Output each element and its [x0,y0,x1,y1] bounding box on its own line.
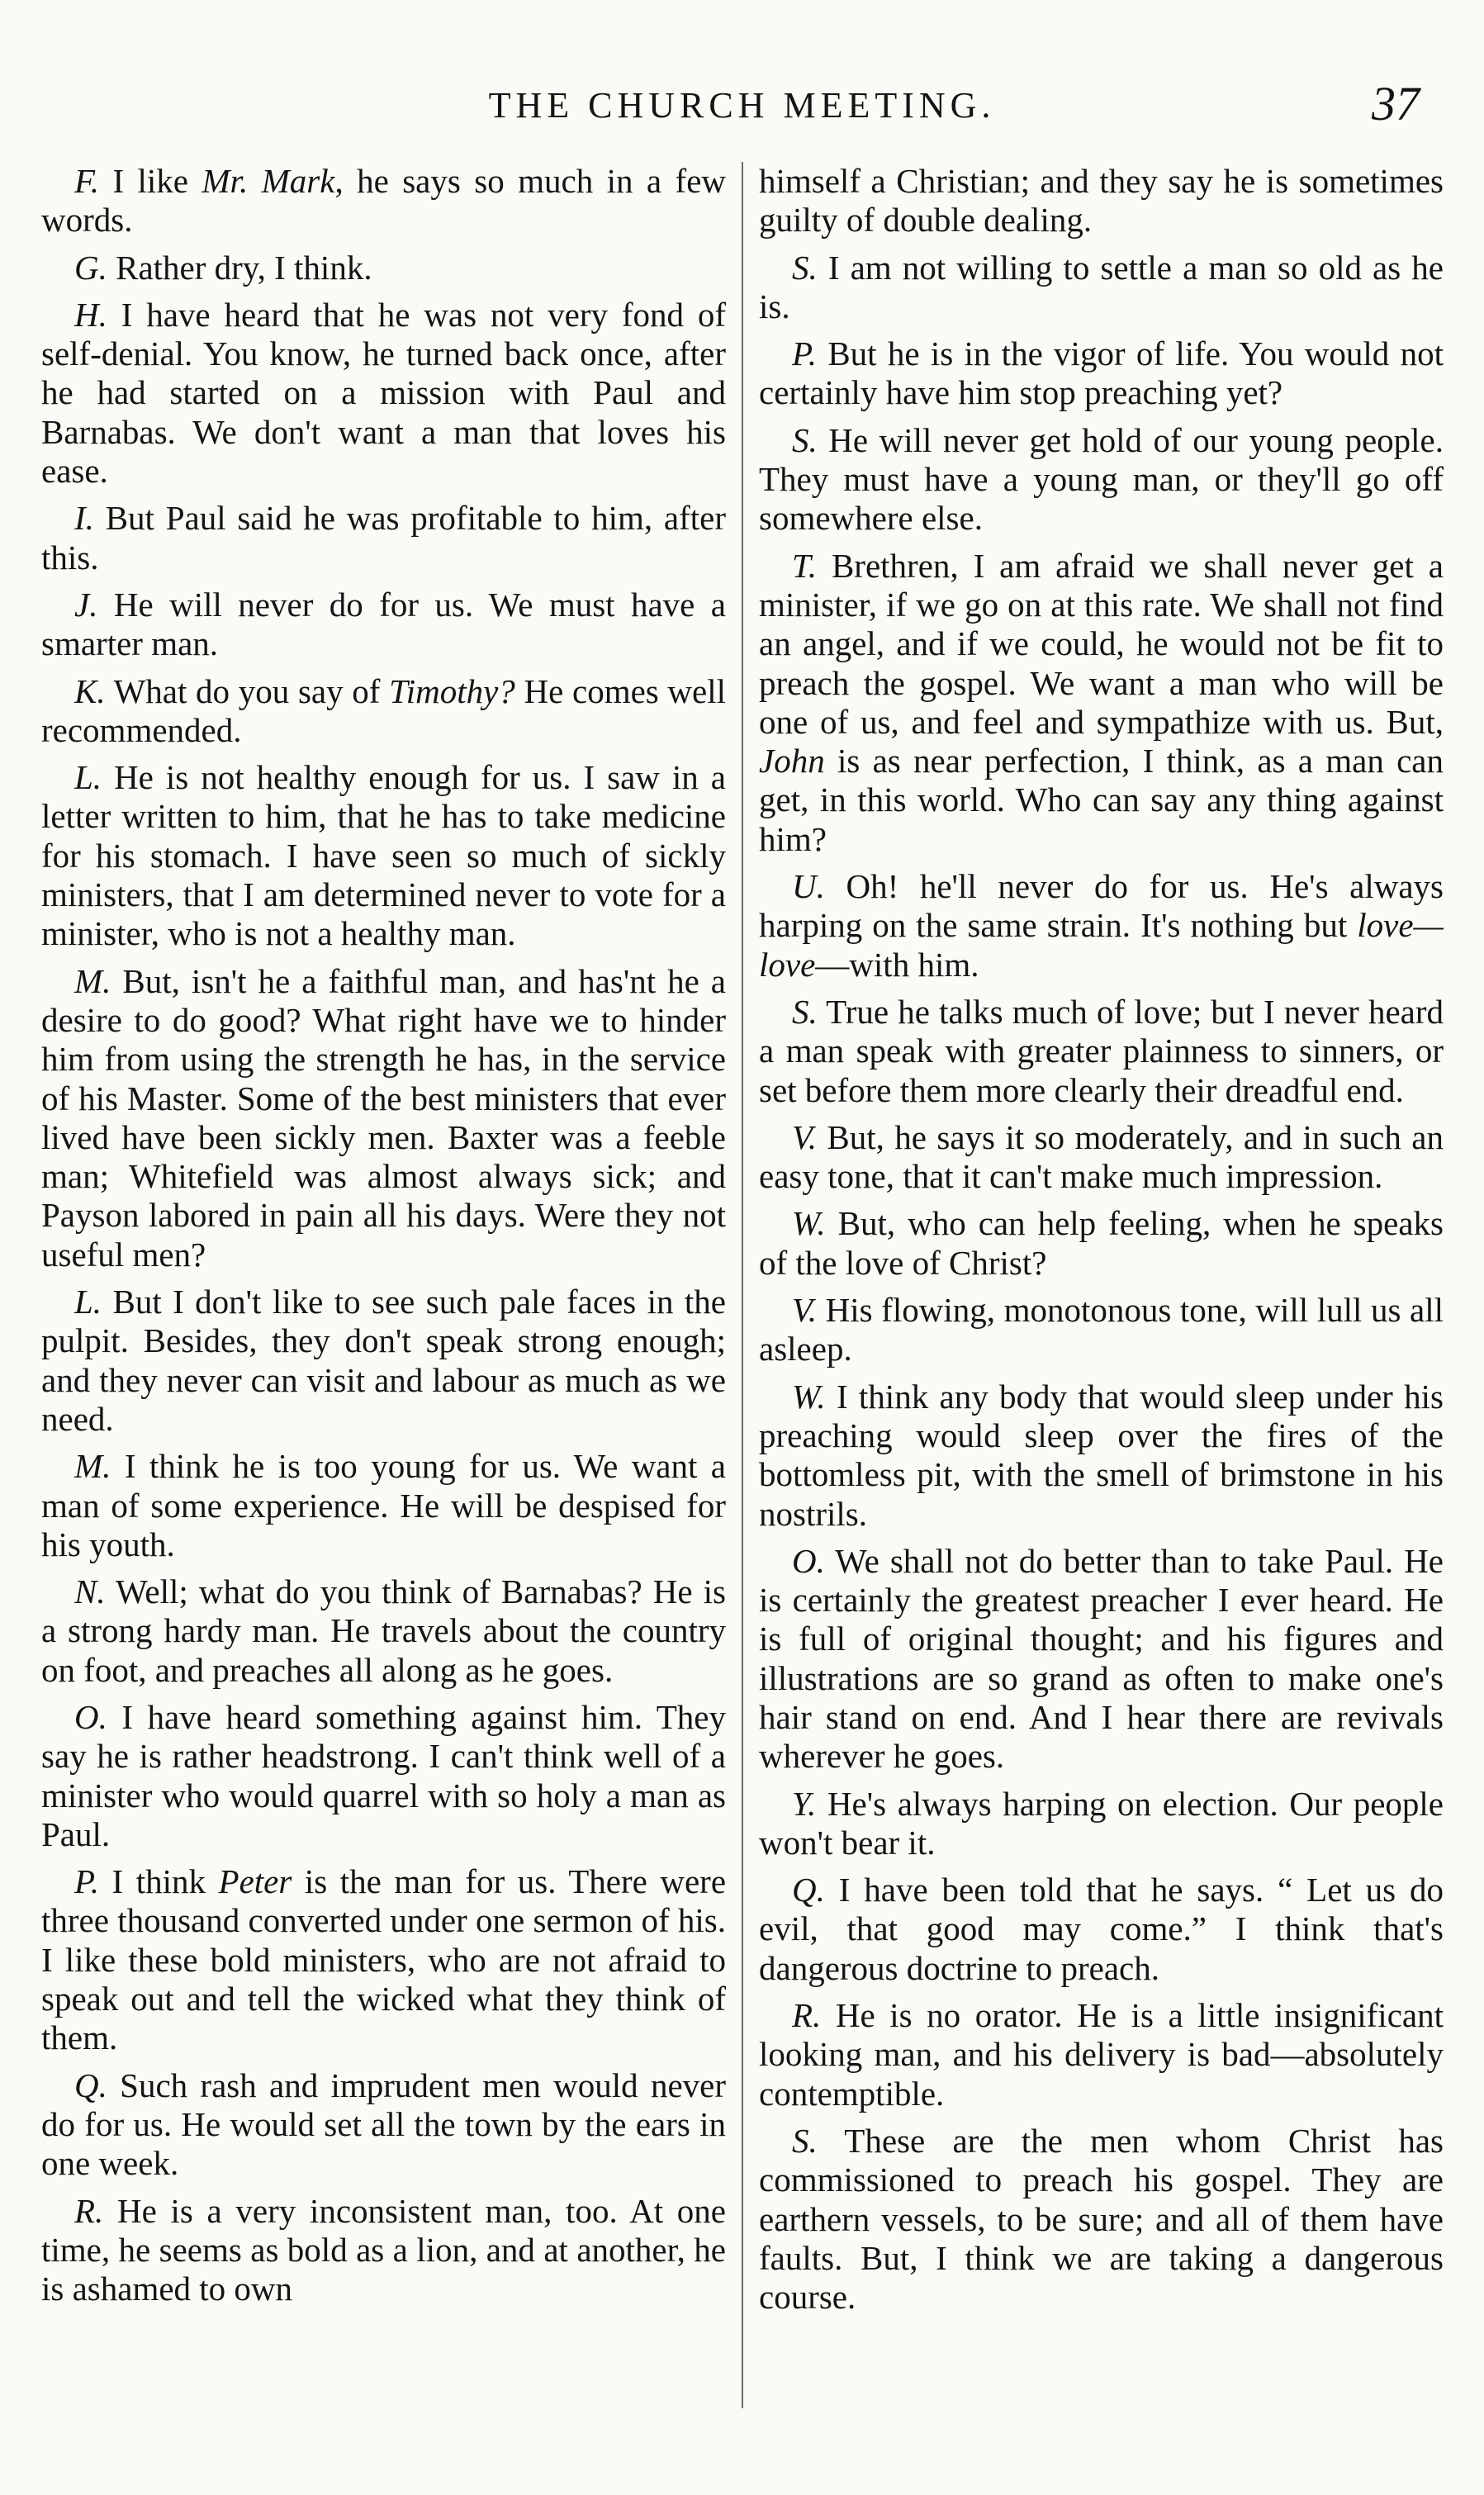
dialogue-paragraph [759,1118,1444,1197]
speaker-label: U. [792,867,825,906]
speech-text: Oh! he'll never do for us. He's always harping on the same strain. It's nothing but love—love—with him. [759,867,1444,984]
dialogue-paragraph [41,499,726,577]
speaker-label: S. [792,420,818,459]
speech-text: Such rash and imprudent men would never do for us. He would set all the town by the ears in one week. [41,2066,726,2183]
speech-text: But Paul said he was profitable to him, after this. [41,499,727,576]
speaker-label: W. [792,1204,826,1243]
speech-text: Well; what do you think of Barnabas? He is a strong hardy man. He travels about the country on foot, and preaches all along as he goes. [41,1572,726,1689]
speaker-label: S. [792,992,818,1031]
speech-text: But I don't like to see such pale faces in the pulpit. Besides, they don't speak strong enough; and they never can visit and labour as much as we need. [41,1283,727,1438]
speaker-label: R. [74,2191,104,2230]
speaker-label: L. [74,1283,102,1321]
speech-text: himself a Christian; and they say he is sometimes guilty of double dealing. [759,162,1444,240]
speaker-label: O. [74,1697,107,1736]
speaker-label: S. [792,2121,818,2160]
speaker-label: H. [74,295,107,334]
speech-text: True he talks much of love; but I never heard a man speak with greater plainness to sinners, or set before them more clearly their dreadful end. [759,992,1444,1109]
speech-text: He is a very inconsistent man, too. At one time, he seems as bold as a lion, and at another, he is ashamed to own [41,2191,727,2308]
speaker-label: Q. [74,2066,107,2104]
dialogue-paragraph [41,162,726,240]
speech-text: I like Mr. Mark, he says so much in a few words. [41,162,727,240]
speaker-label: R. [792,1996,822,2035]
dialogue-paragraph [41,672,726,751]
speech-text: He is no orator. He is a little insignificant looking man, and his delivery is bad—absolutely contemptible. [759,1996,1444,2113]
speech-text: I think he is too young for us. We want a man of some experience. He will be despised for his youth. [41,1447,726,1563]
speaker-label: W. [792,1377,826,1416]
dialogue-paragraph [41,2066,726,2184]
speech-text: He will never get hold of our young people. They must have a young man, or they'll go off somewhere else. [759,420,1444,538]
speech-text: I think any body that would sleep under his preaching would sleep over the fires of the bottomless pit, with the smell of brimstone in his nostrils. [759,1377,1444,1533]
dialogue-paragraph [759,334,1444,413]
dialogue-paragraph [41,249,726,287]
speaker-label: N. [74,1572,106,1611]
speaker-label: P. [792,334,818,373]
speech-text: He will never do for us. We must have a smarter man. [41,585,726,663]
speaker-label: K. [74,671,106,710]
speaker-label: O. [792,1541,825,1580]
speaker-label: L. [74,758,102,797]
speaker-label: P. [74,1862,100,1901]
speaker-label: M. [74,1447,111,1486]
speech-text: I think Peter is the man for us. There were three thousand converted under one sermon of his. I like these bold ministers, who are not afraid to speak out and tell the wicked what they think of them. [41,1862,727,2057]
dialogue-paragraph [759,1542,1444,1776]
speaker-label: G. [74,248,107,287]
dialogue-paragraph [759,1785,1444,1863]
speech-text: I have heard that he was not very fond of self-denial. You know, he turned back once, after he had started on a mission with Paul and Barnabas. We don't want a man that loves his ease. [41,295,726,491]
left-column [41,162,726,2317]
speech-text: I am not willing to settle a man so old as he is. [759,248,1444,325]
speech-text: Rather dry, I think. [116,248,372,287]
speech-text: But, who can help feeling, when he speaks of the love of Christ? [759,1204,1444,1282]
dialogue-paragraph [759,993,1444,1110]
speech-text: But he is in the vigor of life. You would not certainly have him stop preaching yet? [759,334,1444,412]
speech-text: What do you say of Timothy? He comes well recommended. [41,671,727,749]
speech-text: We shall not do better than to take Paul. He is certainly the greatest preacher I ever heard. He is full of original thought; and his figures and illustrations are so grand as often to make one's hair stand on end. And I hear there are revivals wherever he goes. [759,1541,1444,1776]
dialogue-paragraph [759,1871,1444,1988]
column-divider [742,162,743,2408]
dialogue-paragraph [41,296,726,491]
dialogue-paragraph [41,1447,726,1564]
dialogue-paragraph [759,162,1444,240]
speaker-label: M. [74,961,111,1000]
dialogue-paragraph [759,421,1444,538]
speech-text: He's always harping on election. Our people won't bear it. [759,1784,1444,1862]
dialogue-paragraph [759,1996,1444,2113]
speaker-label: V. [792,1291,818,1330]
speech-text: But, he says it so moderately, and in such an easy tone, that it can't make much impression. [759,1117,1444,1196]
dialogue-paragraph [41,1572,726,1690]
speech-text: I have been told that he says. “ Let us do evil, that good may come.” I think that's dangerous doctrine to preach. [759,1871,1444,1987]
speaker-label: S. [792,248,818,287]
speaker-label: I. [74,499,94,538]
dialogue-paragraph [41,1283,726,1439]
dialogue-paragraph [41,1862,726,2057]
dialogue-paragraph [41,2192,726,2309]
text-columns [41,162,1444,2466]
speaker-label: F. [74,162,100,200]
right-column [759,162,1444,2325]
speech-text: He is not healthy enough for us. I saw in a letter written to him, that he has to take medicine for his stomach. I have seen so much of sickly ministers, that I am determined never to vote for a minister, who is not a healthy man. [41,758,726,953]
speaker-label: J. [74,585,98,624]
dialogue-paragraph [41,586,726,664]
page-header [50,76,1434,134]
speech-text: His flowing, monotonous tone, will lull us all asleep. [759,1291,1444,1368]
dialogue-paragraph [759,867,1444,984]
speaker-label: Q. [792,1871,825,1909]
dialogue-paragraph [41,758,726,953]
speaker-label: V. [792,1117,818,1156]
speech-text: I have heard something against him. They say he is rather headstrong. I can't think well of a minister who would quarrel with so holy a man as Paul. [41,1697,727,1853]
dialogue-paragraph [759,547,1444,859]
dialogue-paragraph [41,962,726,1274]
dialogue-paragraph [759,2122,1444,2317]
dialogue-paragraph [41,1698,726,1854]
speaker-label: T. [792,546,818,585]
speech-text: But, isn't he a faithful man, and has'nt he a desire to do good? What right have we to hinder him from using the strength he has, in the service of his Master. Some of the best ministers that ever lived have been sickly men. Baxter was a feeble man; Whitefield was almost always sick; and Payson labored in pain all his days. Were they not useful men? [41,961,726,1274]
speaker-label: Y. [792,1784,817,1823]
dialogue-paragraph [759,1204,1444,1283]
dialogue-paragraph [759,249,1444,327]
page-number: 37 [1372,77,1420,130]
dialogue-paragraph [759,1291,1444,1369]
dialogue-paragraph [759,1378,1444,1534]
speech-text: These are the men whom Christ has commissioned to preach his gospel. They are earthern vessels, to be sure; and all of them have faults. But, I think we are taking a dangerous course. [759,2121,1444,2317]
speech-text: Brethren, I am afraid we shall never get a minister, if we go on at this rate. We shall not find an angel, and if we could, he would not be fit to preach the gospel. We want a man who will be one of us, and feel and sympathize with us. But, John is as near perfection, I think, as a man can get, in this world. Who can say any thing against him? [759,546,1444,858]
running-title: THE CHURCH MEETING. [488,85,996,126]
